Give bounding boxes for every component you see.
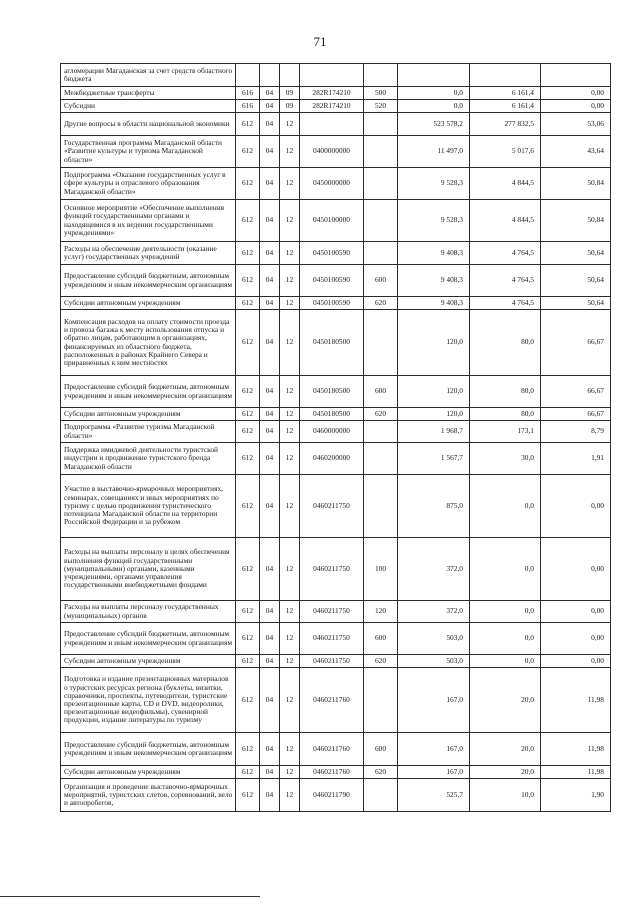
cell-name: Участие в выставочно-ярмарочных мероприятиях, семинарах, совещаниях и иных мероприятиях по туризму с целью продвижения туристического потенциала Магаданской области на территории Российской Федерации и за рубежом <box>61 475 236 538</box>
table-row <box>61 310 611 376</box>
cell-plan: 503,0 <box>398 623 470 655</box>
cell-section: 04 <box>260 538 280 601</box>
cell-target-article: 0450100590 <box>300 297 364 310</box>
cell-expense-type <box>364 475 398 538</box>
cell-executed: 20,0 <box>470 668 541 733</box>
cell-target-article: 0460211750 <box>300 538 364 601</box>
cell-expense-type: 100 <box>364 538 398 601</box>
cell-admin-code: 612 <box>236 297 260 310</box>
cell-executed: 4 764,5 <box>470 297 541 310</box>
cell-plan: 372,0 <box>398 601 470 623</box>
table-row <box>61 265 611 297</box>
cell-executed: 80,0 <box>470 376 541 408</box>
table-row <box>61 779 611 812</box>
table-row <box>61 168 611 200</box>
table-row <box>61 601 611 623</box>
cell-target-article: 0450180500 <box>300 310 364 376</box>
cell-plan: 875,0 <box>398 475 470 538</box>
cell-subsection: 12 <box>280 655 300 668</box>
cell-plan: 120,0 <box>398 408 470 421</box>
cell-executed: 0,0 <box>470 655 541 668</box>
cell-expense-type <box>364 136 398 168</box>
cell-plan: 525,7 <box>398 779 470 812</box>
table-row <box>61 623 611 655</box>
cell-executed: 277 832,5 <box>470 113 541 136</box>
cell-target-article: 0460211750 <box>300 623 364 655</box>
cell-plan: 0,0 <box>398 87 470 100</box>
cell-percent: 11,98 <box>541 766 611 779</box>
cell-section: 04 <box>260 376 280 408</box>
cell-target-article <box>300 113 364 136</box>
cell-target-article: 0450180500 <box>300 408 364 421</box>
cell-executed: 4 844,5 <box>470 168 541 200</box>
cell-subsection: 12 <box>280 136 300 168</box>
cell-admin-code: 612 <box>236 668 260 733</box>
cell-admin-code: 612 <box>236 623 260 655</box>
cell-plan: 1 968,7 <box>398 421 470 443</box>
cell-expense-type: 600 <box>364 623 398 655</box>
cell-name: Другие вопросы в области национальной экономики <box>61 113 236 136</box>
cell-executed <box>470 64 541 87</box>
cell-name: Субсидии автономным учреждениям <box>61 766 236 779</box>
cell-plan: 167,0 <box>398 766 470 779</box>
cell-subsection: 12 <box>280 297 300 310</box>
cell-plan <box>398 64 470 87</box>
cell-executed: 10,0 <box>470 779 541 812</box>
cell-expense-type: 620 <box>364 408 398 421</box>
cell-target-article <box>300 64 364 87</box>
cell-name: Организация и проведение выставочно-ярмарочных мероприятий, туристских слетов, соревнований, вело и автопробегов, <box>61 779 236 812</box>
cell-executed: 4 844,5 <box>470 200 541 242</box>
page-number: 71 <box>313 34 327 49</box>
cell-admin-code: 612 <box>236 421 260 443</box>
cell-subsection: 12 <box>280 376 300 408</box>
cell-admin-code: 612 <box>236 655 260 668</box>
cell-admin-code: 612 <box>236 766 260 779</box>
cell-target-article: 0460211760 <box>300 766 364 779</box>
cell-executed: 80,0 <box>470 310 541 376</box>
cell-name: агломерации Магаданская за счет средств областного бюджета <box>61 64 236 87</box>
cell-expense-type <box>364 310 398 376</box>
cell-name: Подготовка и издание презентационных материалов о туристских ресурсах региона (буклеты, визитки, справочники, проспекты, путеводители, туристские презентационные карты, CD и DVD, видеоролики, презентационные видеофильмы), сувенирной продукции, издание литературы по туризму <box>61 668 236 733</box>
cell-admin-code: 612 <box>236 310 260 376</box>
cell-expense-type <box>364 200 398 242</box>
cell-plan: 503,0 <box>398 655 470 668</box>
cell-plan: 167,0 <box>398 668 470 733</box>
cell-subsection: 12 <box>280 601 300 623</box>
cell-percent: 50,84 <box>541 200 611 242</box>
cell-section: 04 <box>260 200 280 242</box>
cell-percent: 11,98 <box>541 733 611 766</box>
cell-plan: 9 408,3 <box>398 242 470 265</box>
cell-executed: 80,0 <box>470 408 541 421</box>
table-row <box>61 655 611 668</box>
cell-target-article: 0450180500 <box>300 376 364 408</box>
cell-subsection: 12 <box>280 408 300 421</box>
table-row <box>61 64 611 87</box>
cell-percent: 1,90 <box>541 779 611 812</box>
cell-subsection: 12 <box>280 668 300 733</box>
cell-admin-code: 612 <box>236 376 260 408</box>
cell-percent: 0,00 <box>541 601 611 623</box>
cell-subsection: 12 <box>280 779 300 812</box>
table-row <box>61 100 611 113</box>
cell-name: Основное мероприятие «Обеспечение выполнения функций государственными органами и находящимися в их ведении государственными учреждениями» <box>61 200 236 242</box>
cell-name: Подпрограмма «Оказание государственных услуг в сфере культуры и отраслевого образования Магаданской области» <box>61 168 236 200</box>
cell-target-article: 0460211790 <box>300 779 364 812</box>
cell-section: 04 <box>260 623 280 655</box>
cell-plan: 9 528,3 <box>398 200 470 242</box>
cell-section: 04 <box>260 408 280 421</box>
cell-percent <box>541 64 611 87</box>
cell-percent: 66,67 <box>541 310 611 376</box>
table-row <box>61 766 611 779</box>
cell-section: 04 <box>260 655 280 668</box>
table-row <box>61 538 611 601</box>
budget-table <box>60 63 611 812</box>
cell-target-article: 0460211760 <box>300 668 364 733</box>
cell-expense-type <box>364 668 398 733</box>
cell-target-article: 0450000000 <box>300 168 364 200</box>
cell-section: 04 <box>260 168 280 200</box>
cell-plan: 9 408,3 <box>398 265 470 297</box>
cell-percent: 66,67 <box>541 408 611 421</box>
table-row <box>61 297 611 310</box>
cell-target-article: 0460211750 <box>300 475 364 538</box>
cell-admin-code: 612 <box>236 113 260 136</box>
cell-plan: 9 408,3 <box>398 297 470 310</box>
cell-executed: 20,0 <box>470 766 541 779</box>
cell-section: 04 <box>260 601 280 623</box>
cell-admin-code: 612 <box>236 538 260 601</box>
cell-percent: 53,06 <box>541 113 611 136</box>
table-row <box>61 113 611 136</box>
cell-expense-type <box>364 443 398 475</box>
cell-expense-type <box>364 168 398 200</box>
cell-subsection: 12 <box>280 168 300 200</box>
cell-executed: 173,1 <box>470 421 541 443</box>
cell-expense-type <box>364 64 398 87</box>
cell-subsection: 12 <box>280 265 300 297</box>
cell-section: 04 <box>260 779 280 812</box>
cell-name: Компенсация расходов на оплату стоимости проезда и провоза багажа к месту использования отпуска и обратно лицам, работающим в организациях, финансируемых из областного бюджета, расположенных в районах Крайнего Севера и приравненных к ним местностях <box>61 310 236 376</box>
cell-expense-type: 600 <box>364 376 398 408</box>
cell-admin-code: 612 <box>236 443 260 475</box>
budget-table-body <box>61 64 611 812</box>
cell-name: Поддержка имиджевой деятельности туристской индустрии и продвижение туристского бренда Магаданской области <box>61 443 236 475</box>
cell-subsection: 09 <box>280 100 300 113</box>
cell-executed: 0,0 <box>470 475 541 538</box>
cell-executed: 0,0 <box>470 538 541 601</box>
cell-expense-type <box>364 421 398 443</box>
cell-admin-code: 612 <box>236 601 260 623</box>
cell-executed: 4 764,5 <box>470 242 541 265</box>
cell-subsection: 12 <box>280 538 300 601</box>
cell-expense-type <box>364 242 398 265</box>
table-row <box>61 421 611 443</box>
cell-admin-code: 612 <box>236 200 260 242</box>
cell-name: Субсидии <box>61 100 236 113</box>
cell-plan: 120,0 <box>398 376 470 408</box>
cell-section: 04 <box>260 475 280 538</box>
cell-percent: 0,00 <box>541 538 611 601</box>
cell-executed: 6 161,4 <box>470 87 541 100</box>
cell-name: Предоставление субсидий бюджетным, автономным учреждениям и иным некоммерческим организациям <box>61 376 236 408</box>
cell-plan: 9 528,3 <box>398 168 470 200</box>
cell-section: 04 <box>260 242 280 265</box>
cell-percent: 0,00 <box>541 100 611 113</box>
cell-executed: 30,0 <box>470 443 541 475</box>
cell-target-article: 282R174210 <box>300 87 364 100</box>
cell-plan: 523 578,2 <box>398 113 470 136</box>
cell-expense-type: 620 <box>364 297 398 310</box>
cell-admin-code: 616 <box>236 87 260 100</box>
cell-plan: 0,0 <box>398 100 470 113</box>
cell-plan: 167,0 <box>398 733 470 766</box>
cell-subsection: 12 <box>280 200 300 242</box>
cell-plan: 372,0 <box>398 538 470 601</box>
cell-section: 04 <box>260 297 280 310</box>
footer-line <box>0 896 260 897</box>
cell-percent: 43,64 <box>541 136 611 168</box>
cell-percent: 1,91 <box>541 443 611 475</box>
cell-section: 04 <box>260 87 280 100</box>
cell-name: Субсидии автономным учреждениям <box>61 655 236 668</box>
cell-subsection: 12 <box>280 421 300 443</box>
table-row <box>61 733 611 766</box>
cell-subsection: 09 <box>280 87 300 100</box>
cell-subsection: 12 <box>280 475 300 538</box>
cell-admin-code: 612 <box>236 136 260 168</box>
cell-subsection: 12 <box>280 733 300 766</box>
cell-expense-type <box>364 113 398 136</box>
cell-target-article: 0460200000 <box>300 443 364 475</box>
cell-subsection: 12 <box>280 623 300 655</box>
table-row <box>61 475 611 538</box>
cell-name: Подпрограмма «Развитие туризма Магаданской области» <box>61 421 236 443</box>
cell-expense-type: 500 <box>364 87 398 100</box>
cell-executed: 20,0 <box>470 733 541 766</box>
cell-subsection: 12 <box>280 766 300 779</box>
cell-percent: 50,64 <box>541 242 611 265</box>
cell-name: Субсидии автономным учреждениям <box>61 297 236 310</box>
cell-admin-code: 612 <box>236 408 260 421</box>
cell-admin-code: 612 <box>236 168 260 200</box>
cell-percent: 0,00 <box>541 655 611 668</box>
cell-admin-code: 612 <box>236 242 260 265</box>
cell-target-article: 0450100590 <box>300 242 364 265</box>
cell-section: 04 <box>260 443 280 475</box>
cell-subsection <box>280 64 300 87</box>
cell-subsection: 12 <box>280 443 300 475</box>
cell-executed: 4 764,5 <box>470 265 541 297</box>
cell-expense-type: 600 <box>364 733 398 766</box>
cell-subsection: 12 <box>280 242 300 265</box>
cell-expense-type: 520 <box>364 100 398 113</box>
cell-percent: 50,64 <box>541 265 611 297</box>
cell-admin-code: 612 <box>236 733 260 766</box>
cell-executed: 5 017,6 <box>470 136 541 168</box>
cell-admin-code: 612 <box>236 475 260 538</box>
cell-expense-type: 620 <box>364 655 398 668</box>
cell-section: 04 <box>260 733 280 766</box>
cell-target-article: 0450100590 <box>300 265 364 297</box>
cell-percent: 50,84 <box>541 168 611 200</box>
cell-expense-type: 120 <box>364 601 398 623</box>
cell-admin-code <box>236 64 260 87</box>
cell-plan: 120,0 <box>398 310 470 376</box>
cell-target-article: 0460211750 <box>300 601 364 623</box>
cell-percent: 66,67 <box>541 376 611 408</box>
cell-section: 04 <box>260 136 280 168</box>
cell-name: Межбюджетные трансферты <box>61 87 236 100</box>
cell-admin-code: 612 <box>236 779 260 812</box>
cell-section: 04 <box>260 265 280 297</box>
cell-name: Государственная программа Магаданской области «Развитие культуры и туризма Магаданской области» <box>61 136 236 168</box>
table-row <box>61 443 611 475</box>
cell-section: 04 <box>260 421 280 443</box>
cell-section: 04 <box>260 113 280 136</box>
cell-target-article: 282R174210 <box>300 100 364 113</box>
cell-admin-code: 616 <box>236 100 260 113</box>
cell-target-article: 0450100000 <box>300 200 364 242</box>
cell-name: Расходы на обеспечение деятельности (оказание услуг) государственных учреждений <box>61 242 236 265</box>
cell-name: Расходы на выплаты персоналу в целях обеспечения выполнения функций государственными (муниципальными) органами, казенными учреждениями, органами управления государственными внебюджетными фондами <box>61 538 236 601</box>
cell-section: 04 <box>260 310 280 376</box>
cell-percent: 8,79 <box>541 421 611 443</box>
table-row <box>61 87 611 100</box>
cell-section: 04 <box>260 100 280 113</box>
cell-target-article: 0400000000 <box>300 136 364 168</box>
cell-percent: 0,00 <box>541 623 611 655</box>
table-row <box>61 136 611 168</box>
cell-name: Предоставление субсидий бюджетным, автономным учреждениям и иным некоммерческим организациям <box>61 733 236 766</box>
cell-target-article: 0460000000 <box>300 421 364 443</box>
table-row <box>61 668 611 733</box>
cell-target-article: 0460211760 <box>300 733 364 766</box>
cell-executed: 6 161,4 <box>470 100 541 113</box>
cell-subsection: 12 <box>280 310 300 376</box>
cell-percent: 11,98 <box>541 668 611 733</box>
cell-admin-code: 612 <box>236 265 260 297</box>
cell-name: Предоставление субсидий бюджетным, автономным учреждениям и иным некоммерческим организациям <box>61 265 236 297</box>
cell-plan: 1 567,7 <box>398 443 470 475</box>
cell-executed: 0,0 <box>470 623 541 655</box>
cell-plan: 11 497,0 <box>398 136 470 168</box>
cell-name: Субсидии автономным учреждениям <box>61 408 236 421</box>
cell-section: 04 <box>260 668 280 733</box>
cell-section: 04 <box>260 766 280 779</box>
cell-percent: 50,64 <box>541 297 611 310</box>
cell-percent: 0,00 <box>541 87 611 100</box>
table-row <box>61 200 611 242</box>
table-row <box>61 376 611 408</box>
table-row <box>61 408 611 421</box>
table-row <box>61 242 611 265</box>
cell-name: Расходы на выплаты персоналу государственных (муниципальных) органов <box>61 601 236 623</box>
cell-expense-type: 620 <box>364 766 398 779</box>
cell-expense-type <box>364 779 398 812</box>
cell-target-article: 0460211750 <box>300 655 364 668</box>
cell-name: Предоставление субсидий бюджетным, автономным учреждениям и иным некоммерческим организациям <box>61 623 236 655</box>
cell-section <box>260 64 280 87</box>
cell-subsection: 12 <box>280 113 300 136</box>
cell-executed: 0,0 <box>470 601 541 623</box>
cell-percent: 0,00 <box>541 475 611 538</box>
cell-expense-type: 600 <box>364 265 398 297</box>
